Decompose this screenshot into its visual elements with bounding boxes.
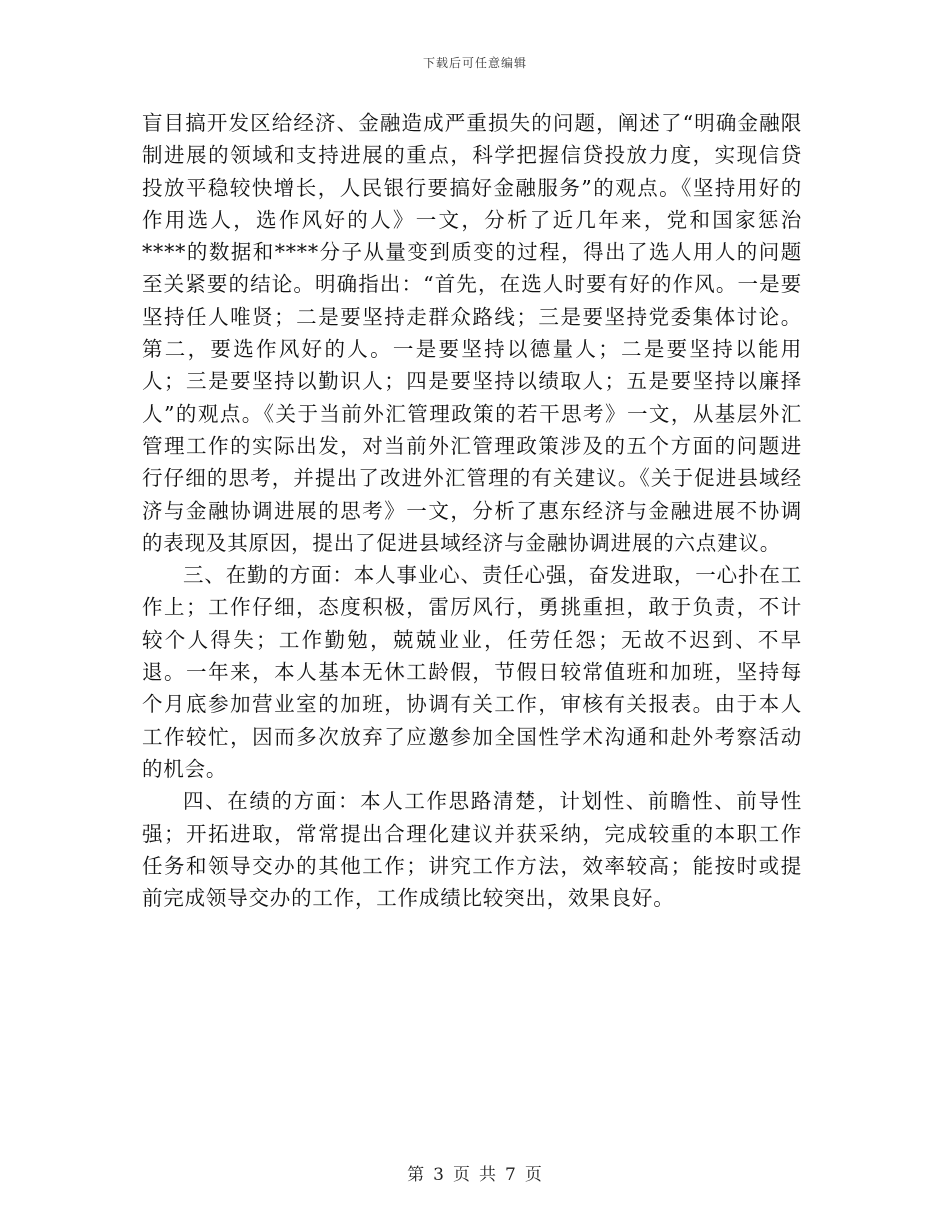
page-footer (0, 1160, 950, 1185)
paragraph-diligence: 三、在勤的方面：本人事业心、责任心强，奋发进取，一心扑在工作上；工作仔细，态度积极，雷厉风行，勇挑重担，敢于负责，不计较个人得失；工作勤勉，兢兢业业，任劳任怨；无故不迟到、不早退。一年来，本人基本无休工龄假，节假日较常值班和加班，坚持每个月底参加营业室的加班，协调有关工作，审核有关报表。由于本人工作较忙，因而多次放弃了应邀参加全国性学术沟通和赴外考察活动的机会。 (142, 563, 802, 781)
total-unit: 页 (524, 1165, 543, 1185)
header-text: 下载后可任意编辑 (422, 56, 527, 70)
paragraph-performance: 四、在绩的方面：本人工作思路清楚，计划性、前瞻性、前导性强；开拓进取，常常提出合理化建议并获采纳，完成较重的本职工作任务和领导交办的其他工作；讲究工作方法，效率较高；能按时或提前完成领导交办的工作，工作成绩比较突出，效果良好。 (142, 789, 802, 911)
total-pages: 7 (505, 1165, 517, 1185)
document-body (142, 107, 802, 914)
page-number: 3 (433, 1165, 445, 1185)
page-label: 第 (407, 1165, 426, 1185)
total-label: 共 (479, 1165, 497, 1185)
paragraph-continued: 盲目搞开发区给经济、金融造成严重损失的问题，阐述了“明确金融限制进展的领域和支持进展的重点，科学把握信贷投放力度，实现信贷投放平稳较快增长，人民银行要搞好金融服务”的观点。《坚持用好的作用选人，选作风好的人》一文，分析了近几年来，党和国家惩治****的数据和****分子从量变到质变的过程，得出了选人用人的问题至关紧要的结论。明确指出：“首先，在选人时要有好的作风。一是要坚持任人唯贤；二是要坚持走群众路线；三是要坚持党委集体讨论。第二，要选作风好的人。一是要坚持以德量人；二是要坚持以能用人；三是要坚持以勤识人；四是要坚持以绩取人；五是要坚持以廉择人”的观点。《关于当前外汇管理政策的若干思考》一文，从基层外汇管理工作的实际出发，对当前外汇管理政策涉及的五个方面的问题进行仔细的思考，并提出了改进外汇管理的有关建议。《关于促进县域经济与金融协调进展的思考》一文，分析了惠东经济与金融进展不协调的表现及其原因，提出了促进县域经济与金融协调进展的六点建议。 (142, 111, 802, 555)
page-header (0, 54, 950, 71)
page-unit: 页 (453, 1165, 471, 1185)
